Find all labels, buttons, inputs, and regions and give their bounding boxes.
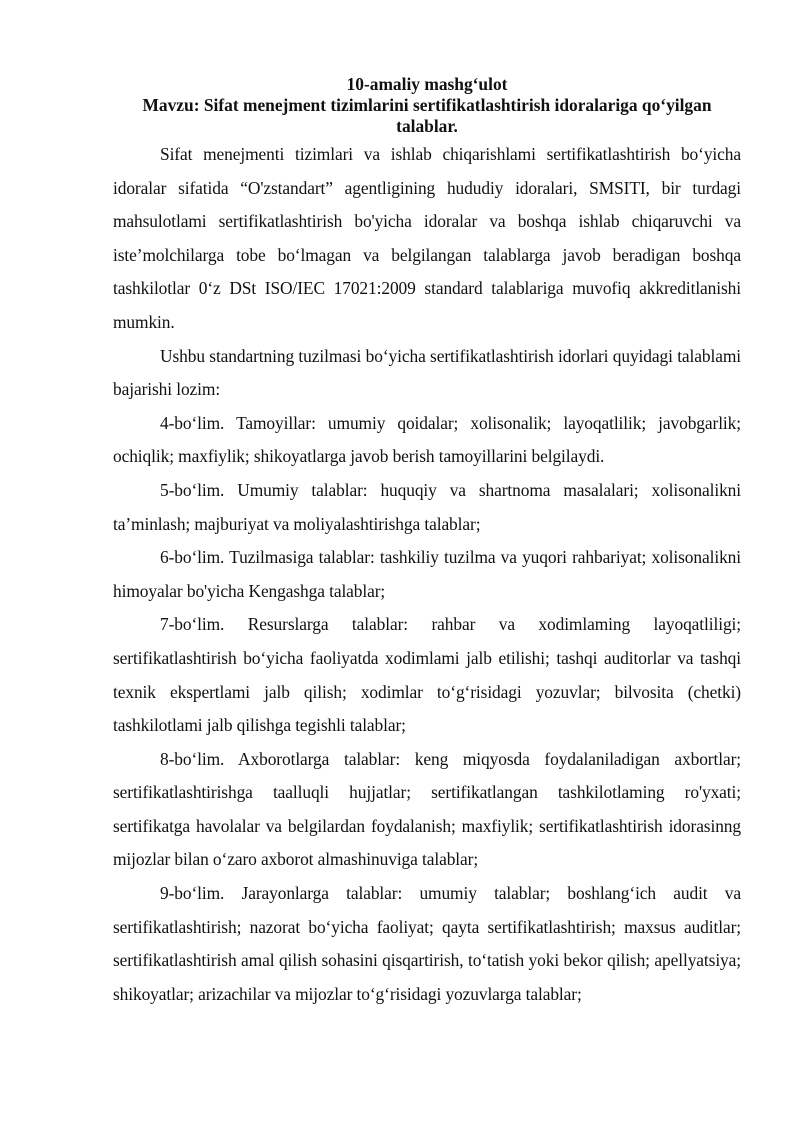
- paragraph-section-7: 7-bo‘lim. Resurslarga talablar: rahbar va xodimlaming layoqatliligi; sertifikatlashtirish bo‘yicha faoliyatda xodimlami jalb etilishi; tashqi auditorlar va tashqi texnik ekspertlami jalb qilish; xodimlar to‘g‘risidagi yozuvlar; bilvosita (chetki) tashkilotlami jalb qilishga tegishli talablar;: [113, 614, 741, 736]
- document-subtitle: Mavzu: Sifat menejment tizimlarini sertifikatlashtirish idoralariga qo‘yilgan talablar.: [142, 95, 712, 136]
- document-page: [113, 74, 741, 1011]
- document-title: 10-amaliy mashg‘ulot: [346, 74, 508, 94]
- document-body: [113, 138, 741, 1011]
- paragraph-intro: Sifat menejmenti tizimlari va ishlab chiqarishlami sertifikatlashtirish bo‘yicha idoralar sifatida “O'zstandart” agentligining hududiy idoralari, SMSITI, bir turdagi mahsulotlami sertifikatlashtirish bo'yicha idoralar va boshqa ishlab chiqaruvchi va iste’molchilarga tobe bo‘lmagan va belgilangan talablarga javob beradigan boshqa tashkilotlar 0‘z DSt ISO/IEC 17021:2009 standard talablariga muvofiq akkreditlanishi mumkin.: [113, 144, 741, 332]
- paragraph-section-8: 8-bo‘lim. Axborotlarga talablar: keng miqyosda foydalaniladigan axbortlar; sertifikatlashtirishga taalluqli hujjatlar; sertifikatlangan tashkilotlaming ro'yxati; sertifikatga havolalar va belgilardan foydalanish; maxfiylik; sertifikatlashtirish idorasinng mijozlar bilan o‘zaro axborot almashinuviga talablar;: [113, 748, 741, 870]
- paragraph-section-4: 4-bo‘lim. Tamoyillar: umumiy qoidalar; xolisonalik; layoqatlilik; javobgarlik; ochiqlik; maxfiylik; shikoyatlarga javob berish tamoyillarini belgilaydi.: [113, 412, 741, 467]
- paragraph-section-9: 9-bo‘lim. Jarayonlarga talablar: umumiy talablar; boshlang‘ich audit va sertifikatlashtirish; nazorat bo‘yicha faoliyat; qayta sertifikatlashtirish; maxsus auditlar; sertifikatlashtirish amal qilish sohasini qisqartirish, to‘tatish yoki bekor qilish; apellyatsiya; shikoyatlar; arizachilar va mijozlar to‘g‘risidagi yozuvlarga talablar;: [113, 883, 741, 1004]
- paragraph-structure: Ushbu standartning tuzilmasi bo‘yicha sertifikatlashtirish idorlari quyidagi talablami bajarishi lozim:: [113, 345, 741, 400]
- paragraph-section-6: 6-bo‘lim. Tuzilmasiga talablar: tashkiliy tuzilma va yuqori rahbariyat; xolisonalikni himoyalar bo'yicha Kengashga talablar;: [113, 547, 741, 601]
- paragraph-section-5: 5-bo‘lim. Umumiy talablar: huquqiy va shartnoma masalalari; xolisonalikni ta’minlash; majburiyat va moliyalashtirishga talablar;: [113, 479, 741, 534]
